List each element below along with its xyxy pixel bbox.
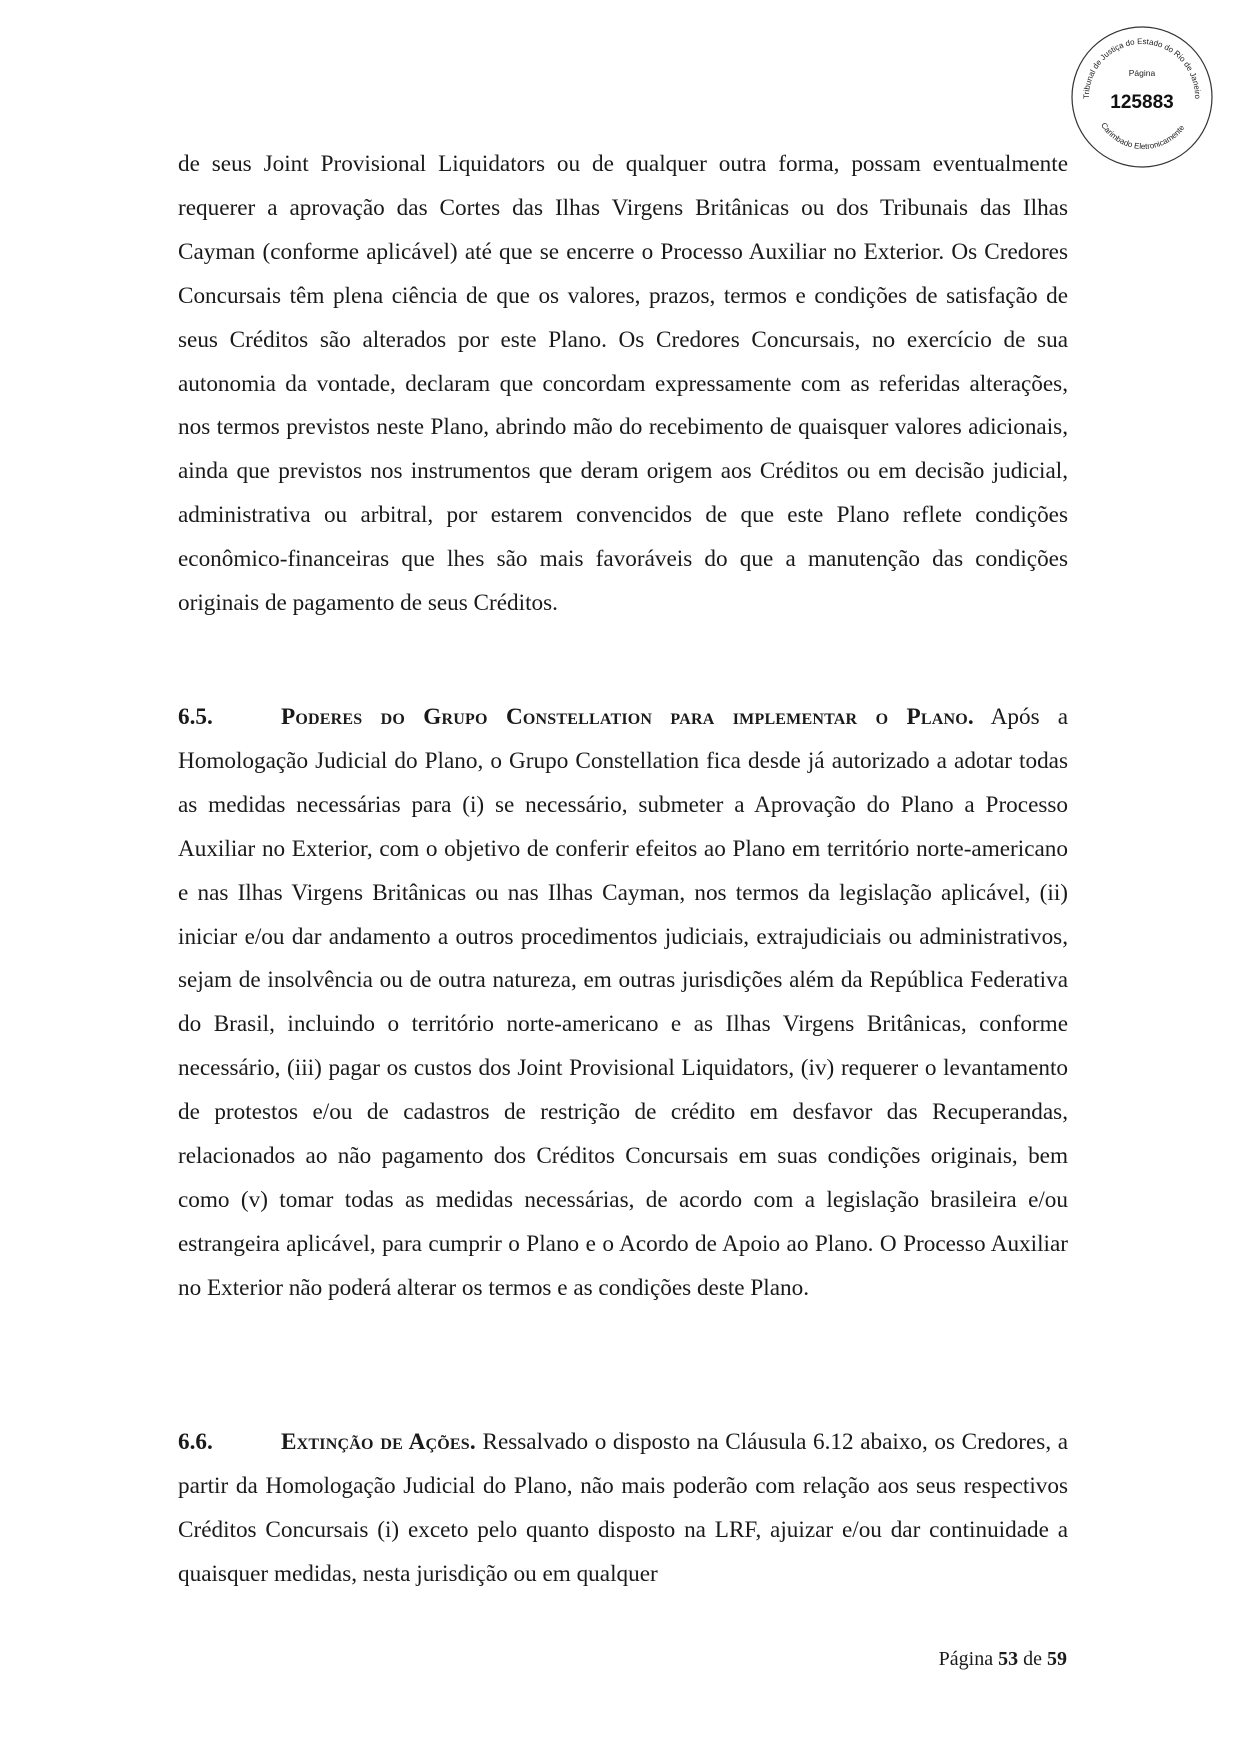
stamp-seal-text: Carimbado Eletronicamente (1099, 120, 1187, 151)
footer-page-word: Página (938, 1648, 994, 1670)
svg-text:Carimbado Eletronicamente (1099, 121, 1187, 151)
footer-total-pages: 59 (1047, 1648, 1067, 1670)
continuation-paragraph: de seus Joint Provisional Liquidators ou de qualquer outra forma, possam eventualmente requerer a aprovação das Cortes das Ilhas Virgens Britânicas ou dos Tribunais das Ilhas Cayman (conforme aplicável) até que se encerre o Processo Auxiliar no Exterior. Os Credores Concursais têm plena ciência de que os valores, prazos, termos e condições de satisfação de seus Créditos são alterados por este Plano. Os Credores Concursais, no exercício de sua autonomia da vontade, declaram que concordam expressamente com as referidas alterações, nos termos previstos neste Plano, abrindo mão do recebimento de quaisquer valores adicionais, ainda que previstos nos instrumentos que deram origem aos Créditos ou em decisão judicial, administrativa ou arbitral, por estarem convencidos de que este Plano reflete condições econômico-financeiras que lhes são mais favoráveis do que a manutenção das condições originais de pagamento de seus Créditos. (178, 151, 1068, 617)
section-title: Poderes do Grupo Constellation para implementar o Plano. (281, 704, 974, 730)
section-number: 6.5. (178, 704, 213, 730)
section-number: 6.6. (178, 1429, 213, 1455)
section-6-5 (178, 696, 1068, 1311)
section-body: Ressalvado o disposto na Cláusula 6.12 abaixo, os Credores, a partir da Homologação Judicial do Plano, não mais poderão com relação aos seus respectivos Créditos Concursais (i) exceto pelo quanto disposto na LRF, ajuizar e/ou dar continuidade a quaisquer medidas, nesta jurisdição ou em qualquer (178, 1429, 1069, 1587)
page-footer (939, 1648, 1067, 1671)
stamp-page-label: Página (1128, 68, 1156, 78)
stamp-page-number: 125883 (1110, 92, 1174, 113)
court-stamp (1067, 22, 1217, 172)
stamp-court-name: Tribunal de Justiça do Estado do Rio de Janeiro (1081, 36, 1203, 100)
section-title: Extinção de Ações. (281, 1429, 476, 1455)
footer-of-word: de (1023, 1648, 1042, 1670)
footer-current-page: 53 (998, 1648, 1019, 1670)
section-body: Após a Homologação Judicial do Plano, o Grupo Constellation fica desde já autorizado a adotar todas as medidas necessárias para (i) se necessário, submeter a Aprovação do Plano a Processo Auxiliar no Exterior, com o objetivo de conferir efeitos ao Plano em território norte-americano e nas Ilhas Virgens Britânicas ou nas Ilhas Cayman, nos termos da legislação aplicável, (ii) iniciar e/ou dar andamento a outros procedimentos judiciais, extrajudiciais ou administrativos, sejam de insolvência ou de outra natureza, em outras jurisdições além da República Federativa do Brasil, incluindo o território norte-americano e as Ilhas Virgens Britânicas, conforme necessário, (iii) pagar os custos dos Joint Provisional Liquidators, (iv) requerer o levantamento de protestos e/ou de cadastros de restrição de crédito em desfavor das Recuperandas, relacionados ao não pagamento dos Créditos Concursais em suas condições originais, bem como (v) tomar todas as medidas necessárias, de acordo com a legislação brasileira e/ou estrangeira aplicável, para cumprir o Plano e o Acordo de Apoio ao Plano. O Processo Auxiliar no Exterior não poderá alterar os termos e as condições deste Plano. (178, 704, 1069, 1301)
section-6-6 (178, 1421, 1068, 1597)
